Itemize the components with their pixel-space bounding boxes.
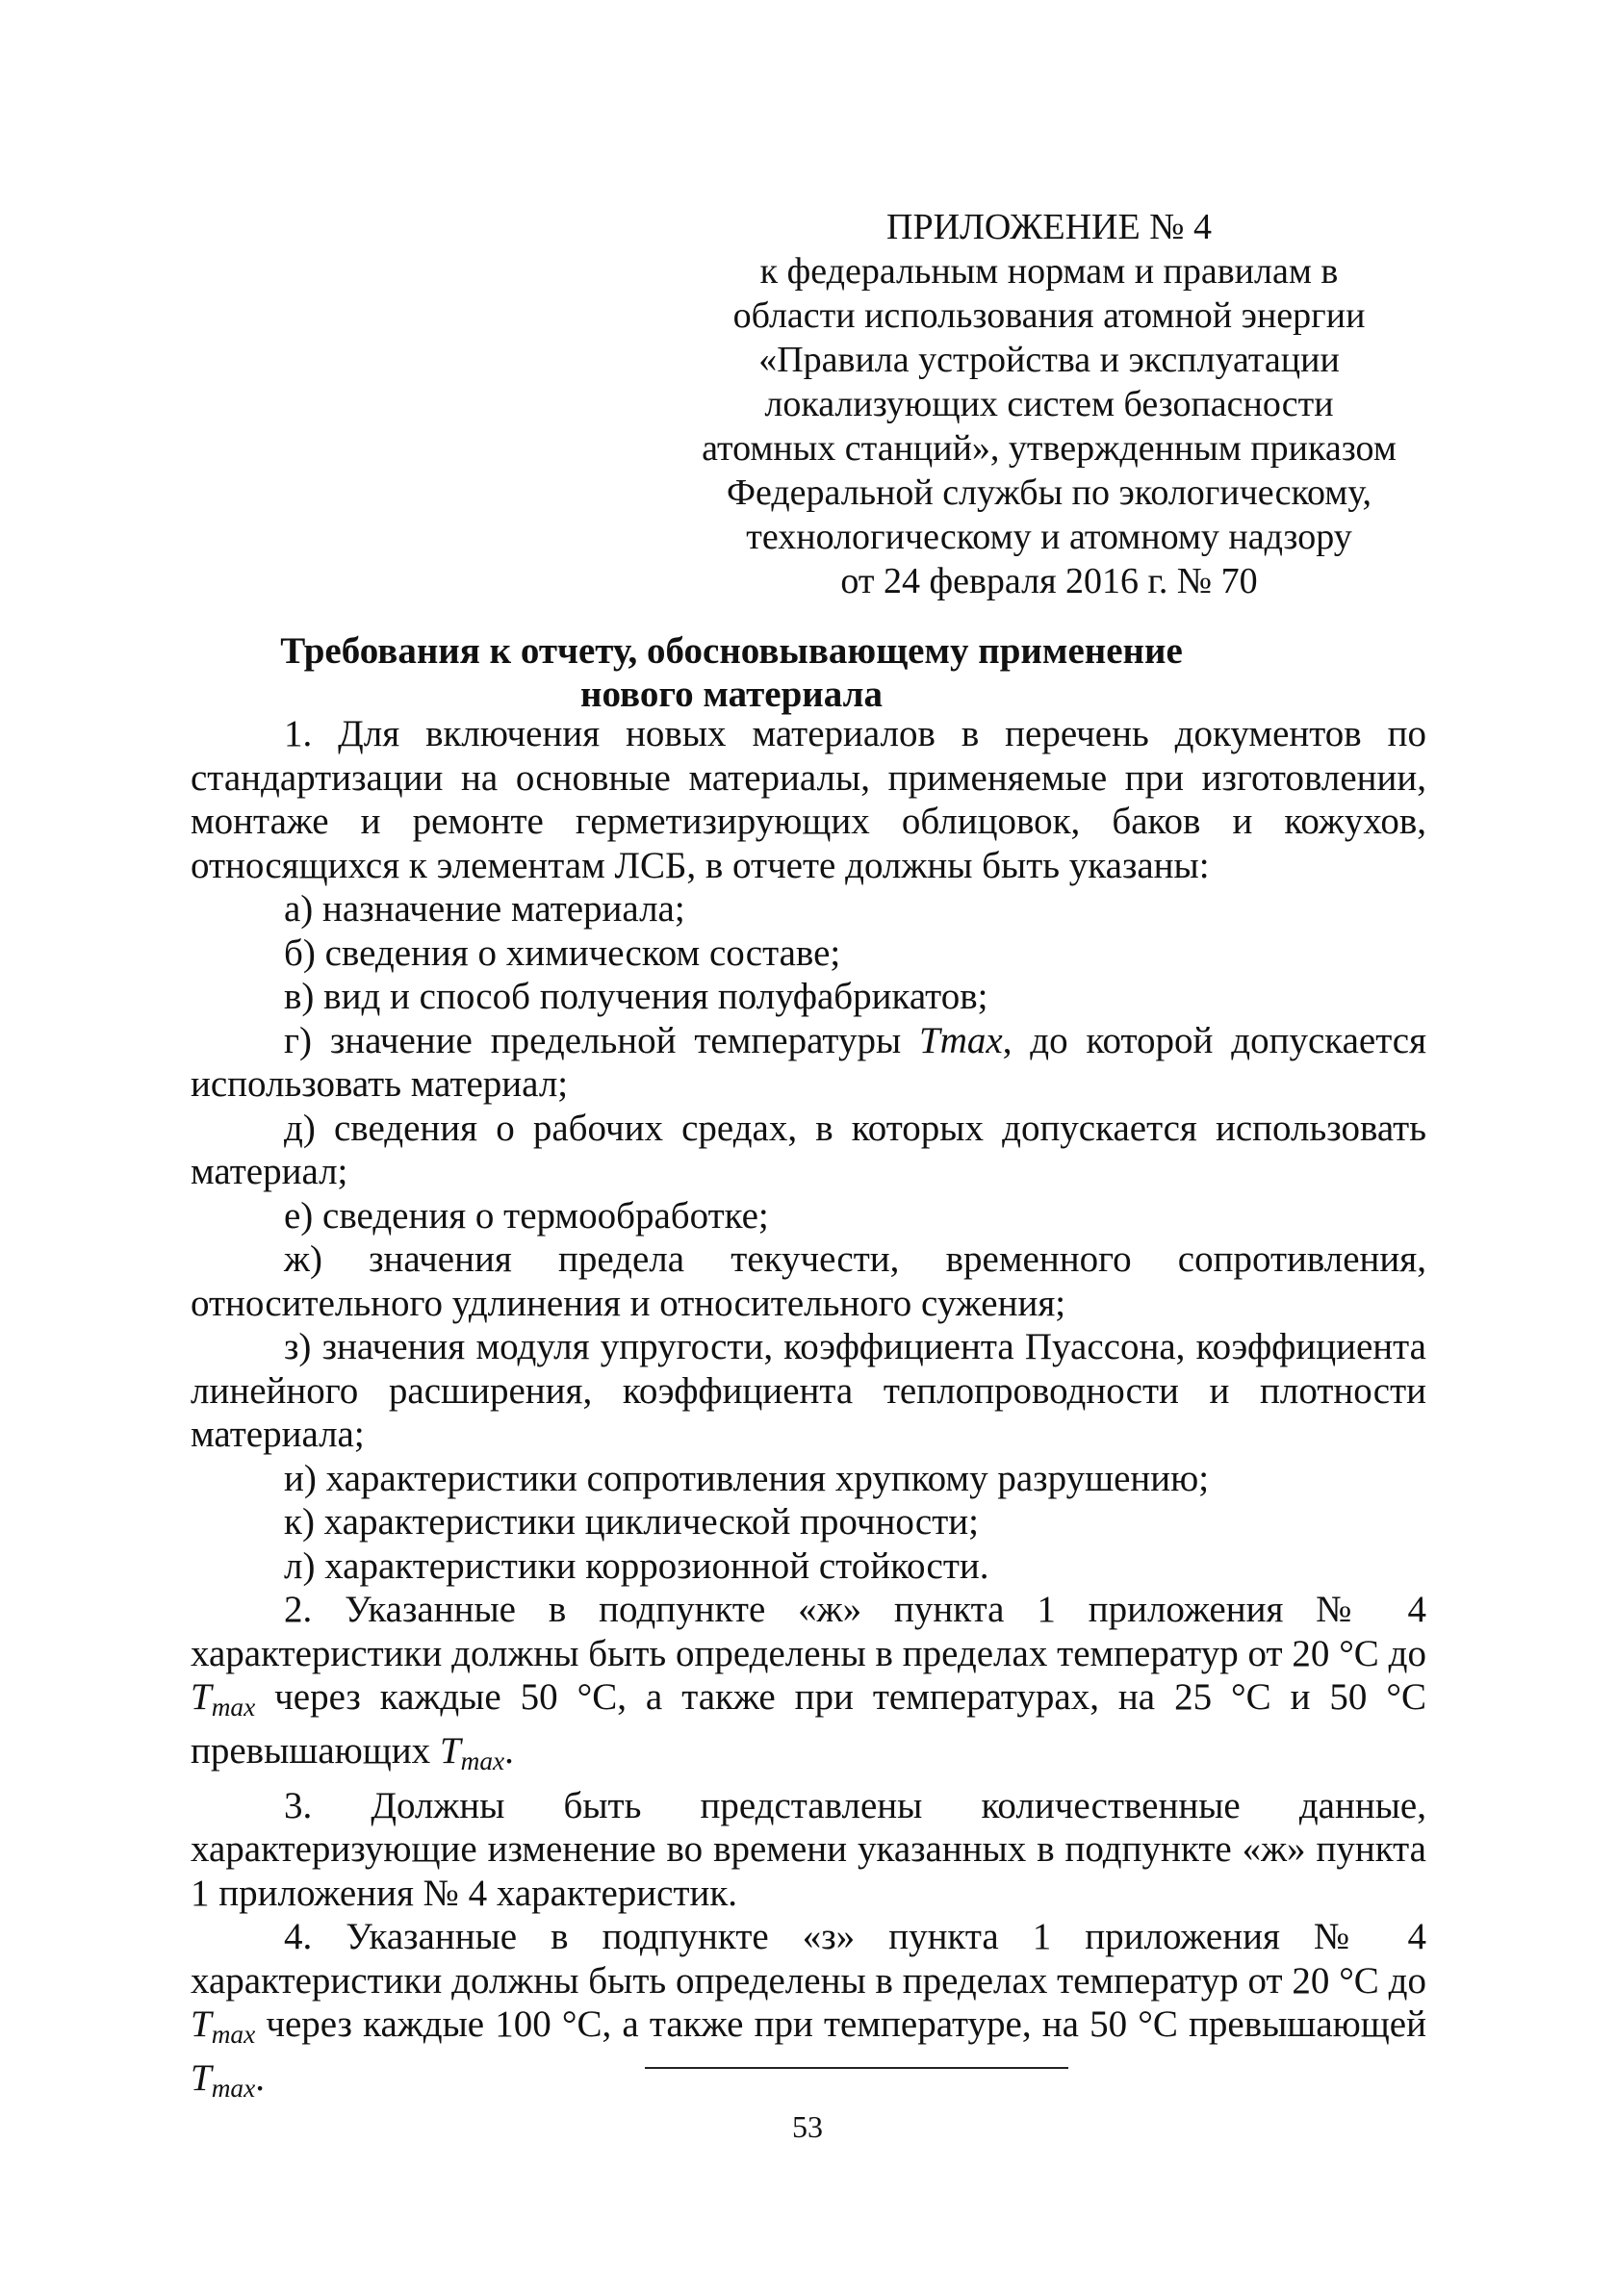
header-line: атомных станций», утвержденным приказом [702, 428, 1397, 469]
header-line: локализующих систем безопасности [764, 384, 1334, 424]
paragraph-4-text: . [255, 2057, 265, 2100]
header-line: от 24 февраля 2016 г. № 70 [840, 561, 1258, 601]
appendix-header [674, 205, 1424, 603]
list-item-b: б) сведения о химическом составе; [284, 931, 841, 974]
paragraph-2 [191, 1588, 1426, 1784]
list-item-d: д) сведения о рабочих средах, в которых допускается использовать материал; [191, 1107, 1426, 1192]
list-item-zh: ж) значения предела текучести, временного сопротивления, относительного удлинения и относительного сужения; [191, 1238, 1426, 1324]
paragraph-1: 1. Для включения новых материалов в перечень документов по стандартизации на основные материалы, применяемые при изготовлении, монтаже и ремонте герметизирующих облицовок, баков и кожухов, относящихся к элементам ЛСБ, в отчете должны быть указаны: [191, 713, 1426, 886]
page-number: 53 [792, 2109, 823, 2144]
tmax-symbol: Tmax [439, 1730, 505, 1776]
list-item-e: е) сведения о термообработке; [284, 1194, 769, 1237]
footer-divider [645, 2067, 1068, 2069]
tmax-variable: Tmax [919, 1019, 1003, 1061]
paragraph-2-text: через каждые 50 °С, а также при температурах, на 25 °С и 50 °С превышающих [191, 1676, 1426, 1773]
list-item-a: а) назначение материала; [284, 888, 685, 930]
paragraph-4-text: 4. Указанные в подпункте «з» пункта 1 приложения № 4 характеристики должны быть определены в пределах температур от 20 °С до [191, 1916, 1426, 2002]
list-item-k: к) характеристики циклической прочности; [284, 1501, 979, 1543]
header-line: Федеральной службы по экологическому, [726, 472, 1372, 513]
list-item-g [191, 1019, 1426, 1107]
paragraph-2-text: . [504, 1730, 514, 1773]
list-item-l: л) характеристики коррозионной стойкости. [284, 1544, 989, 1587]
header-line: к федеральным нормам и правилам в [759, 251, 1339, 292]
tmax-symbol: Tmax [191, 2003, 256, 2049]
list-item-i: и) характеристики сопротивления хрупкому разрушению; [284, 1457, 1210, 1499]
section-title [192, 629, 1270, 716]
title-line-2: нового материала [580, 674, 883, 715]
title-line-1: Требования к отчету, обосновывающему применение [280, 630, 1183, 672]
header-line: «Правила устройства и эксплуатации [758, 340, 1340, 380]
paragraph-3: 3. Должны быть представлены количественные данные, характеризующие изменение во времени указанных в подпункте «ж» пункта 1 приложения № 4 характеристик. [191, 1784, 1426, 1914]
paragraph-4-text: через каждые 100 °С, а также при температуре, на 50 °С превышающей [255, 2003, 1426, 2046]
paragraph-2-text: 2. Указанные в подпункте «ж» пункта 1 приложения № 4 характеристики должны быть определены в пределах температур от 20 °С до [191, 1589, 1426, 1674]
paragraph-4 [191, 1915, 1426, 2111]
document-body [191, 712, 1426, 2111]
tmax-symbol: Tmax [191, 1676, 256, 1722]
header-line: технологическому и атомному надзору [746, 517, 1352, 557]
list-item-v: в) вид и способ получения полуфабрикатов; [284, 976, 988, 1017]
header-line: ПРИЛОЖЕНИЕ № 4 [886, 207, 1212, 247]
list-item-g-text: г) значение предельной температуры [284, 1019, 920, 1061]
list-item-g-text: , до которой допускается использовать материал; [191, 1019, 1427, 1105]
header-line: области использования атомной энергии [732, 295, 1366, 336]
list-item-z: з) значения модуля упругости, коэффициента Пуассона, коэффициента линейного расширения, коэффициента теплопроводности и плотности материала; [191, 1326, 1426, 1455]
tmax-symbol: Tmax [191, 2057, 256, 2104]
